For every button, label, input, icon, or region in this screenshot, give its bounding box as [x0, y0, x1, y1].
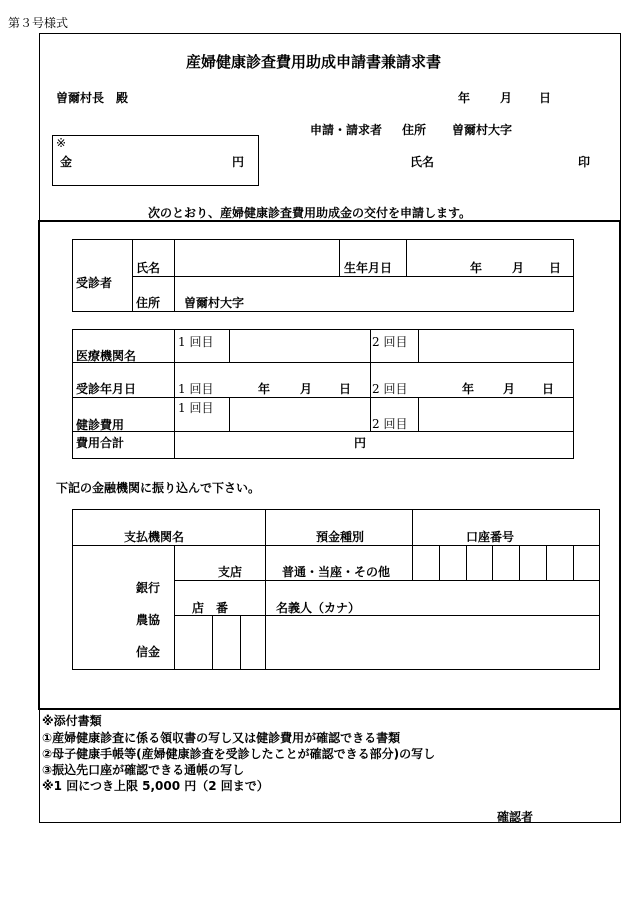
amount-unit: 円: [232, 155, 245, 169]
patient-address-label: 住所: [136, 296, 161, 310]
visit2-year: 年: [462, 382, 475, 396]
date-day: 日: [539, 91, 552, 105]
institution-label: 医療機関名: [76, 349, 137, 363]
amount-mark: ※: [56, 136, 67, 150]
date-month: 月: [500, 91, 513, 105]
birth-day: 日: [549, 261, 562, 275]
patient-label: 受診者: [76, 276, 113, 290]
deposit-options: 普通・当座・その他: [282, 565, 391, 579]
cost-second: 2 回目: [372, 417, 408, 431]
birth-month: 月: [512, 261, 525, 275]
applicant-label: 申請・請求者: [310, 123, 383, 137]
bank-type-agri: 農協: [136, 613, 161, 627]
cost-first: 1 回目: [178, 401, 214, 415]
total-unit: 円: [354, 436, 367, 450]
bank-institution-header: 支払機関名: [124, 530, 185, 544]
visit1-day: 日: [339, 382, 352, 396]
attachment-item-3: ③振込先口座が確認できる通帳の写し: [42, 763, 245, 777]
date-year: 年: [458, 91, 471, 105]
account-holder-label: 名義人（カナ）: [276, 601, 361, 615]
applicant-address-label: 住所: [402, 123, 427, 137]
confirmer-label: 確認者: [497, 810, 534, 824]
bank-type-bank: 銀行: [136, 581, 161, 595]
cost-label: 健診費用: [76, 418, 125, 432]
form-number: 第３号様式: [8, 16, 69, 30]
addressee: 曽爾村長 殿: [56, 91, 129, 105]
attachment-item-2: ②母子健康手帳等(産婦健康診査を受診したことが確認できる部分)の写し: [42, 747, 436, 761]
bank-account-header: 口座番号: [466, 530, 515, 544]
patient-birth-label: 生年月日: [344, 261, 393, 275]
bank-type-credit: 信金: [136, 645, 161, 659]
seal-mark: 印: [578, 155, 591, 169]
amount-label: 金: [60, 155, 73, 169]
document-title: 産婦健康診査費用助成申請書兼請求書: [186, 53, 442, 71]
institution-first: 1 回目: [178, 335, 214, 349]
total-label: 費用合計: [76, 436, 125, 450]
visit1-year: 年: [258, 382, 271, 396]
store-number-label: 店 番: [192, 601, 229, 615]
visit2-month: 月: [503, 382, 516, 396]
patient-address-value: 曽爾村大字: [184, 296, 245, 310]
patient-name-label: 氏名: [136, 261, 161, 275]
visit2-day: 日: [542, 382, 555, 396]
limit-note: ※1 回につき上限 5,000 円（2 回まで）: [42, 779, 269, 793]
visit-second: 2 回目: [372, 382, 408, 396]
amount-box: [52, 135, 259, 186]
institution-second: 2 回目: [372, 335, 408, 349]
bank-instruction: 下記の金融機関に振り込んで下さい。: [56, 481, 261, 495]
birth-year: 年: [470, 261, 483, 275]
attachment-item-1: ①産婦健康診査に係る領収書の写し又は健診費用が確認できる書類: [42, 731, 401, 745]
visit1-month: 月: [300, 382, 313, 396]
applicant-name-label: 氏名: [410, 155, 435, 169]
visit-first: 1 回目: [178, 382, 214, 396]
applicant-address-value: 曽爾村大字: [452, 123, 513, 137]
visit-date-label: 受診年月日: [76, 382, 137, 396]
application-statement: 次のとおり、産婦健康診査費用助成金の交付を申請します。: [148, 206, 472, 220]
bank-branch-label: 支店: [218, 565, 243, 579]
bank-deposit-header: 預金種別: [316, 530, 365, 544]
attachments-title: ※添付書類: [42, 714, 102, 728]
